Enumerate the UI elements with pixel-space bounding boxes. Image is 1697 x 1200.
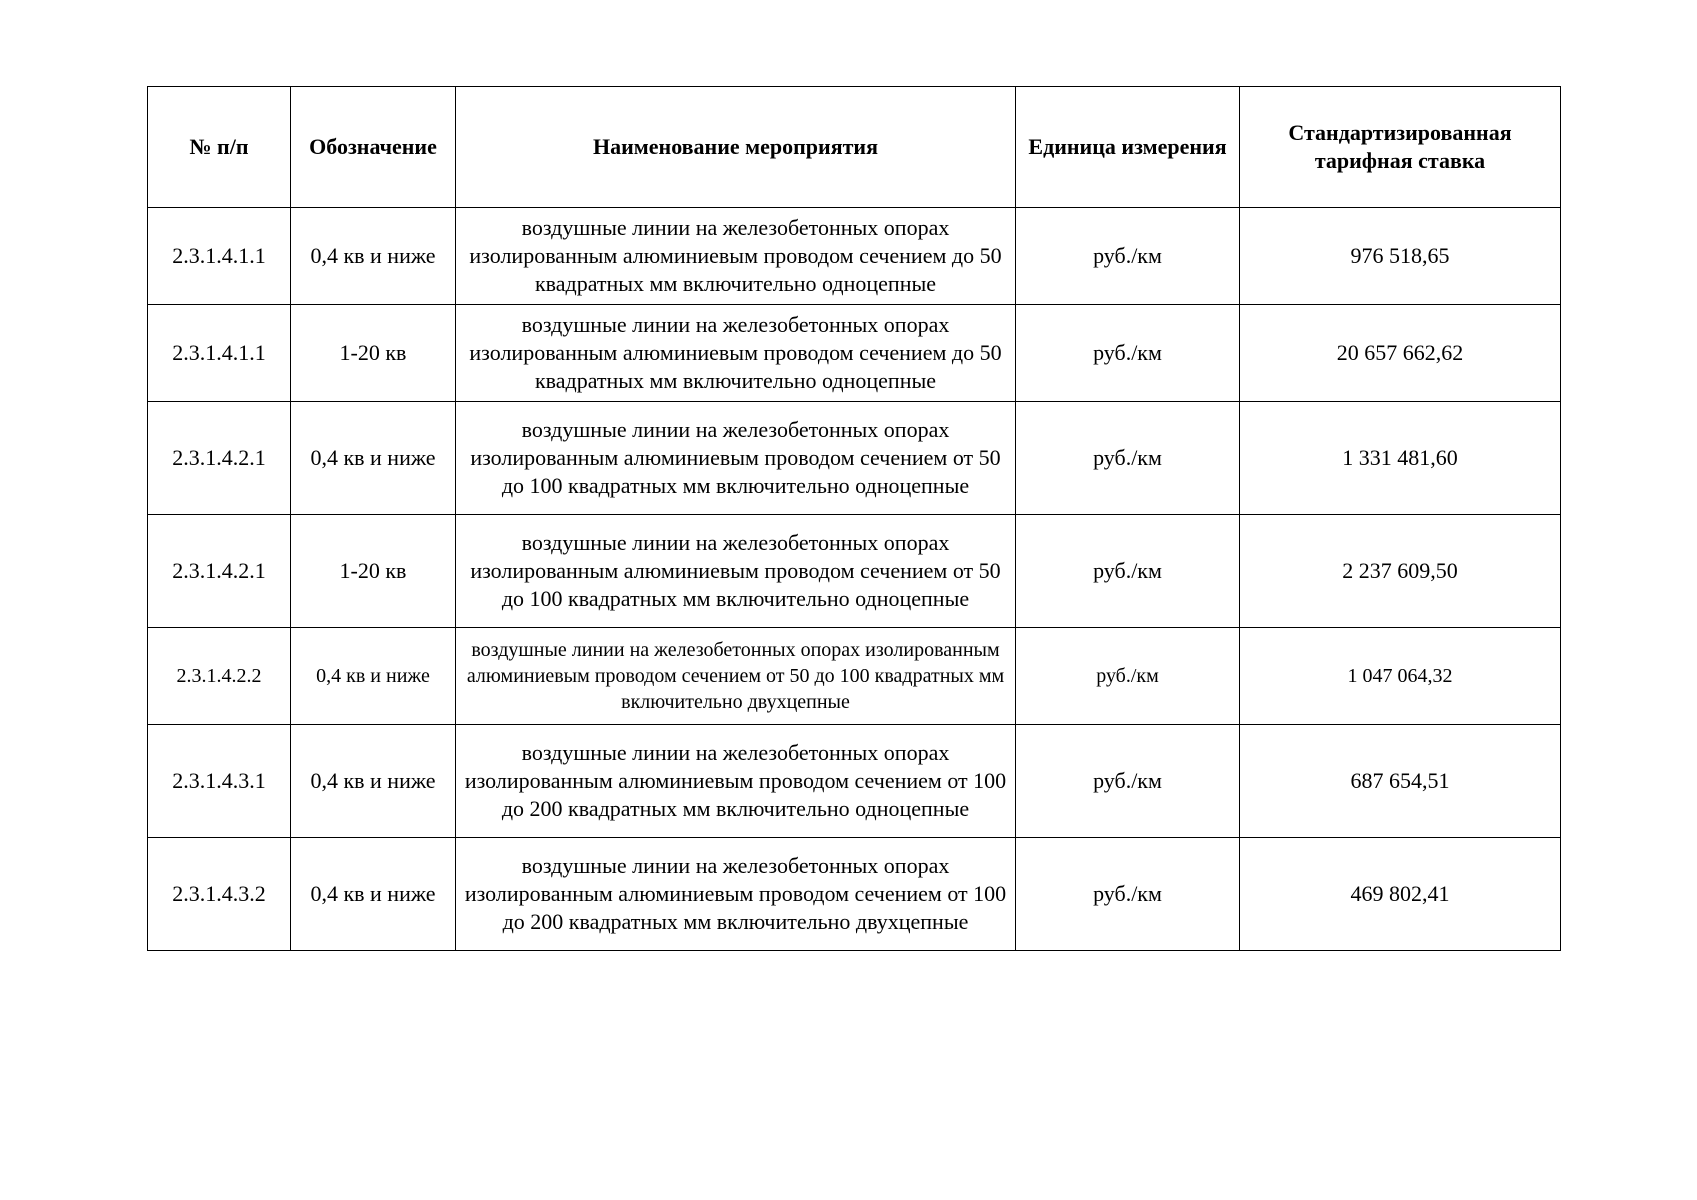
row-designation: 0,4 кв и ниже (291, 838, 456, 951)
row-activity-name: воздушные линии на железобетонных опорах изолированным алюминиевым проводом сечением до 50 квадратных мм включительно одноцепные (456, 305, 1016, 402)
row-rate: 469 802,41 (1240, 838, 1561, 951)
row-rate: 1 331 481,60 (1240, 402, 1561, 515)
row-unit: руб./км (1016, 305, 1240, 402)
row-unit: руб./км (1016, 515, 1240, 628)
row-number: 2.3.1.4.3.2 (148, 838, 291, 951)
row-designation: 0,4 кв и ниже (291, 725, 456, 838)
row-activity-name: воздушные линии на железобетонных опорах изолированным алюминиевым проводом сечением от 100 до 200 квадратных мм включительно одноцепные (456, 725, 1016, 838)
row-designation: 0,4 кв и ниже (291, 628, 456, 725)
header-row (148, 87, 1561, 208)
row-number: 2.3.1.4.2.1 (148, 402, 291, 515)
row-rate: 687 654,51 (1240, 725, 1561, 838)
row-designation: 0,4 кв и ниже (291, 208, 456, 305)
row-rate: 2 237 609,50 (1240, 515, 1561, 628)
row-unit: руб./км (1016, 838, 1240, 951)
table-row (148, 628, 1561, 725)
row-designation: 1-20 кв (291, 305, 456, 402)
row-number: 2.3.1.4.1.1 (148, 208, 291, 305)
tariff-table (147, 86, 1561, 951)
row-unit: руб./км (1016, 402, 1240, 515)
header-unit: Единица измерения (1016, 87, 1240, 208)
row-number: 2.3.1.4.1.1 (148, 305, 291, 402)
row-activity-name: воздушные линии на железобетонных опорах изолированным алюминиевым проводом сечением от 100 до 200 квадратных мм включительно двухцепные (456, 838, 1016, 951)
table-row (148, 305, 1561, 402)
row-number: 2.3.1.4.2.1 (148, 515, 291, 628)
row-designation: 0,4 кв и ниже (291, 402, 456, 515)
row-rate: 1 047 064,32 (1240, 628, 1561, 725)
header-number: № п/п (148, 87, 291, 208)
row-rate: 20 657 662,62 (1240, 305, 1561, 402)
table-row (148, 208, 1561, 305)
header-designation: Обозначение (291, 87, 456, 208)
table-row (148, 838, 1561, 951)
header-rate: Стандартизированная тарифная ставка (1240, 87, 1561, 208)
table-row (148, 402, 1561, 515)
row-designation: 1-20 кв (291, 515, 456, 628)
row-number: 2.3.1.4.2.2 (148, 628, 291, 725)
row-number: 2.3.1.4.3.1 (148, 725, 291, 838)
row-unit: руб./км (1016, 725, 1240, 838)
row-activity-name: воздушные линии на железобетонных опорах изолированным алюминиевым проводом сечением от 50 до 100 квадратных мм включительно одноцепные (456, 515, 1016, 628)
header-activity-name: Наименование мероприятия (456, 87, 1016, 208)
row-unit: руб./км (1016, 208, 1240, 305)
row-unit: руб./км (1016, 628, 1240, 725)
row-activity-name: воздушные линии на железобетонных опорах изолированным алюминиевым проводом сечением от 50 до 100 квадратных мм включительно одноцепные (456, 402, 1016, 515)
table-row (148, 515, 1561, 628)
row-activity-name: воздушные линии на железобетонных опорах изолированным алюминиевым проводом сечением от 50 до 100 квадратных мм включительно двухцепные (456, 628, 1016, 725)
row-activity-name: воздушные линии на железобетонных опорах изолированным алюминиевым проводом сечением до 50 квадратных мм включительно одноцепные (456, 208, 1016, 305)
row-rate: 976 518,65 (1240, 208, 1561, 305)
table-row (148, 725, 1561, 838)
